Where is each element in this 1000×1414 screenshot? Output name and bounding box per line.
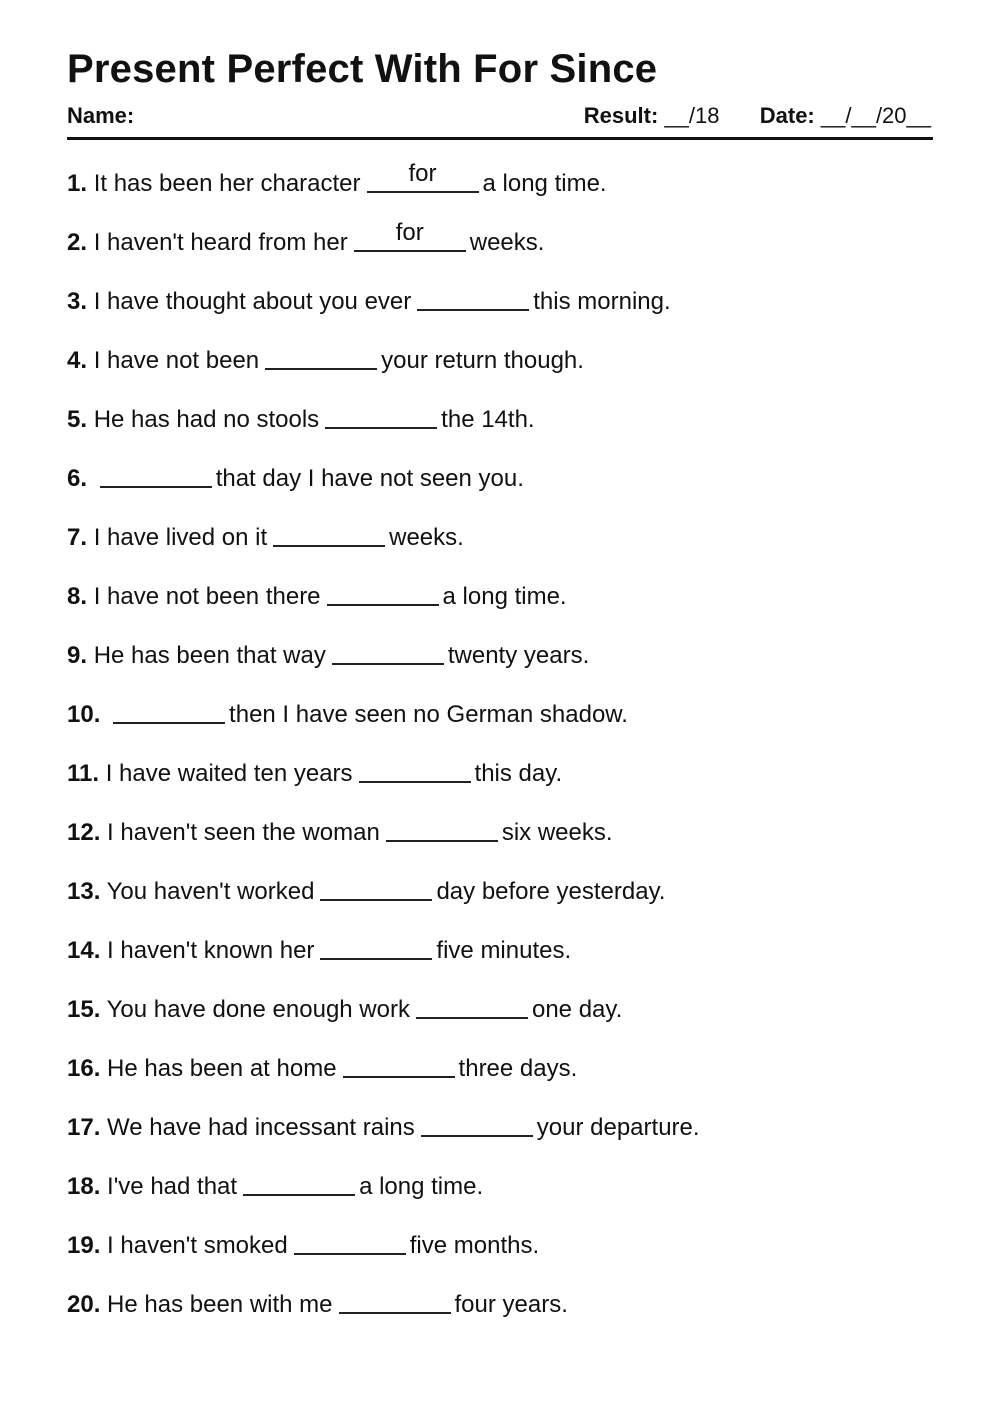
question-number: 14. xyxy=(67,937,101,964)
question-text-after: twenty years. xyxy=(447,642,590,669)
question-item xyxy=(67,1053,933,1112)
question-number: 1. xyxy=(67,170,88,197)
question-text-after: five minutes. xyxy=(436,937,572,964)
question-text-before: We have had incessant rains xyxy=(107,1114,415,1141)
question-text-after: weeks. xyxy=(389,524,464,551)
question-text-before: He has been with me xyxy=(107,1291,333,1318)
answer-blank[interactable] xyxy=(386,818,498,842)
question-text-after: one day. xyxy=(531,996,623,1023)
question-number: 15. xyxy=(67,996,101,1023)
question-item xyxy=(67,994,933,1053)
question-number: 8. xyxy=(67,583,88,610)
question-text-after: six weeks. xyxy=(501,819,613,846)
question-text-before: You have done enough work xyxy=(106,996,410,1023)
page-title: Present Perfect With For Since xyxy=(67,47,658,91)
question-item xyxy=(67,286,933,345)
answer-text: for xyxy=(408,160,437,187)
worksheet-header xyxy=(67,102,933,130)
question-item xyxy=(67,1289,933,1348)
question-item xyxy=(67,817,933,876)
question-text-before: I have not been xyxy=(93,347,260,374)
question-item xyxy=(67,1171,933,1230)
answer-blank[interactable] xyxy=(243,1172,355,1196)
question-text-before: I haven't heard from her xyxy=(93,229,348,256)
question-text-before: I haven't known her xyxy=(107,937,315,964)
answer-blank[interactable] xyxy=(417,287,529,311)
answer-blank[interactable] xyxy=(320,936,432,960)
result-value: __/18 xyxy=(664,103,720,128)
answer-blank[interactable] xyxy=(339,1290,451,1314)
question-item xyxy=(67,1112,933,1171)
question-item xyxy=(67,345,933,404)
question-text-before: He has had no stools xyxy=(93,406,320,433)
question-text-after: a long time. xyxy=(359,1173,484,1200)
question-text-before: He has been at home xyxy=(107,1055,337,1082)
question-number: 9. xyxy=(67,642,88,669)
question-text-before: It has been her character xyxy=(93,170,361,197)
answer-blank[interactable] xyxy=(332,641,444,665)
question-number: 17. xyxy=(67,1114,101,1141)
question-text-before: I haven't smoked xyxy=(107,1232,288,1259)
answer-blank[interactable] xyxy=(273,523,385,547)
question-item xyxy=(67,522,933,581)
answer-blank[interactable] xyxy=(416,995,528,1019)
question-text-after: three days. xyxy=(458,1055,578,1082)
question-number: 16. xyxy=(67,1055,101,1082)
name-label: Name: xyxy=(67,103,135,128)
date-value: __/__/20__ xyxy=(820,103,931,128)
question-text-before: I have thought about you ever xyxy=(93,288,412,315)
answer-blank[interactable] xyxy=(294,1231,406,1255)
question-item xyxy=(67,160,933,227)
question-number: 3. xyxy=(67,288,88,315)
question-item xyxy=(67,640,933,699)
question-text-after: a long time. xyxy=(482,170,607,197)
answer-blank[interactable] xyxy=(325,405,437,429)
question-text-after: your departure. xyxy=(536,1114,700,1141)
date-label: Date: xyxy=(759,103,815,128)
question-text-before: I have lived on it xyxy=(93,524,268,551)
question-item xyxy=(67,699,933,758)
answer-blank[interactable] xyxy=(320,877,432,901)
question-text-before: You haven't worked xyxy=(106,878,315,905)
question-list xyxy=(67,160,933,1348)
answer-blank[interactable] xyxy=(265,346,377,370)
question-text-after: five months. xyxy=(409,1232,540,1259)
answer-blank[interactable] xyxy=(343,1054,455,1078)
question-text-before: I have not been there xyxy=(93,583,321,610)
question-text-after: this morning. xyxy=(533,288,671,315)
answer-blank[interactable] xyxy=(100,464,212,488)
question-number: 10. xyxy=(67,701,101,728)
answer-blank[interactable] xyxy=(113,700,225,724)
question-text-before: I have waited ten years xyxy=(105,760,353,787)
answer-blank[interactable] xyxy=(354,219,466,252)
question-number: 12. xyxy=(67,819,101,846)
question-item xyxy=(67,219,933,286)
answer-blank[interactable] xyxy=(359,759,471,783)
question-text-after: day before yesterday. xyxy=(436,878,666,905)
answer-text: for xyxy=(395,219,424,246)
question-item xyxy=(67,581,933,640)
question-item xyxy=(67,935,933,994)
question-number: 5. xyxy=(67,406,88,433)
question-item xyxy=(67,758,933,817)
question-text-after: this day. xyxy=(474,760,563,787)
question-number: 6. xyxy=(67,465,88,492)
question-text-before: I've had that xyxy=(107,1173,238,1200)
question-number: 18. xyxy=(67,1173,101,1200)
question-number: 7. xyxy=(67,524,88,551)
question-number: 4. xyxy=(67,347,88,374)
question-item xyxy=(67,463,933,522)
question-text-before: He has been that way xyxy=(93,642,326,669)
answer-blank[interactable] xyxy=(421,1113,533,1137)
question-number: 19. xyxy=(67,1232,101,1259)
question-text-after: then I have seen no German shadow. xyxy=(229,701,628,728)
question-text-after: weeks. xyxy=(469,229,545,256)
question-text-after: that day I have not seen you. xyxy=(215,465,524,492)
question-text-after: the 14th. xyxy=(441,406,535,433)
question-number: 2. xyxy=(67,229,88,256)
answer-blank[interactable] xyxy=(367,160,479,193)
question-text-before: I haven't seen the woman xyxy=(107,819,380,846)
question-item xyxy=(67,1230,933,1289)
question-text-after: your return though. xyxy=(381,347,584,374)
question-item xyxy=(67,876,933,935)
question-number: 13. xyxy=(67,878,101,905)
question-text-after: four years. xyxy=(454,1291,568,1318)
question-item xyxy=(67,404,933,463)
question-number: 11. xyxy=(67,760,100,787)
answer-blank[interactable] xyxy=(327,582,439,606)
header-divider xyxy=(67,137,933,140)
result-label: Result: xyxy=(583,103,659,128)
question-text-after: a long time. xyxy=(442,583,567,610)
result-date-group xyxy=(584,102,931,130)
question-number: 20. xyxy=(67,1291,101,1318)
